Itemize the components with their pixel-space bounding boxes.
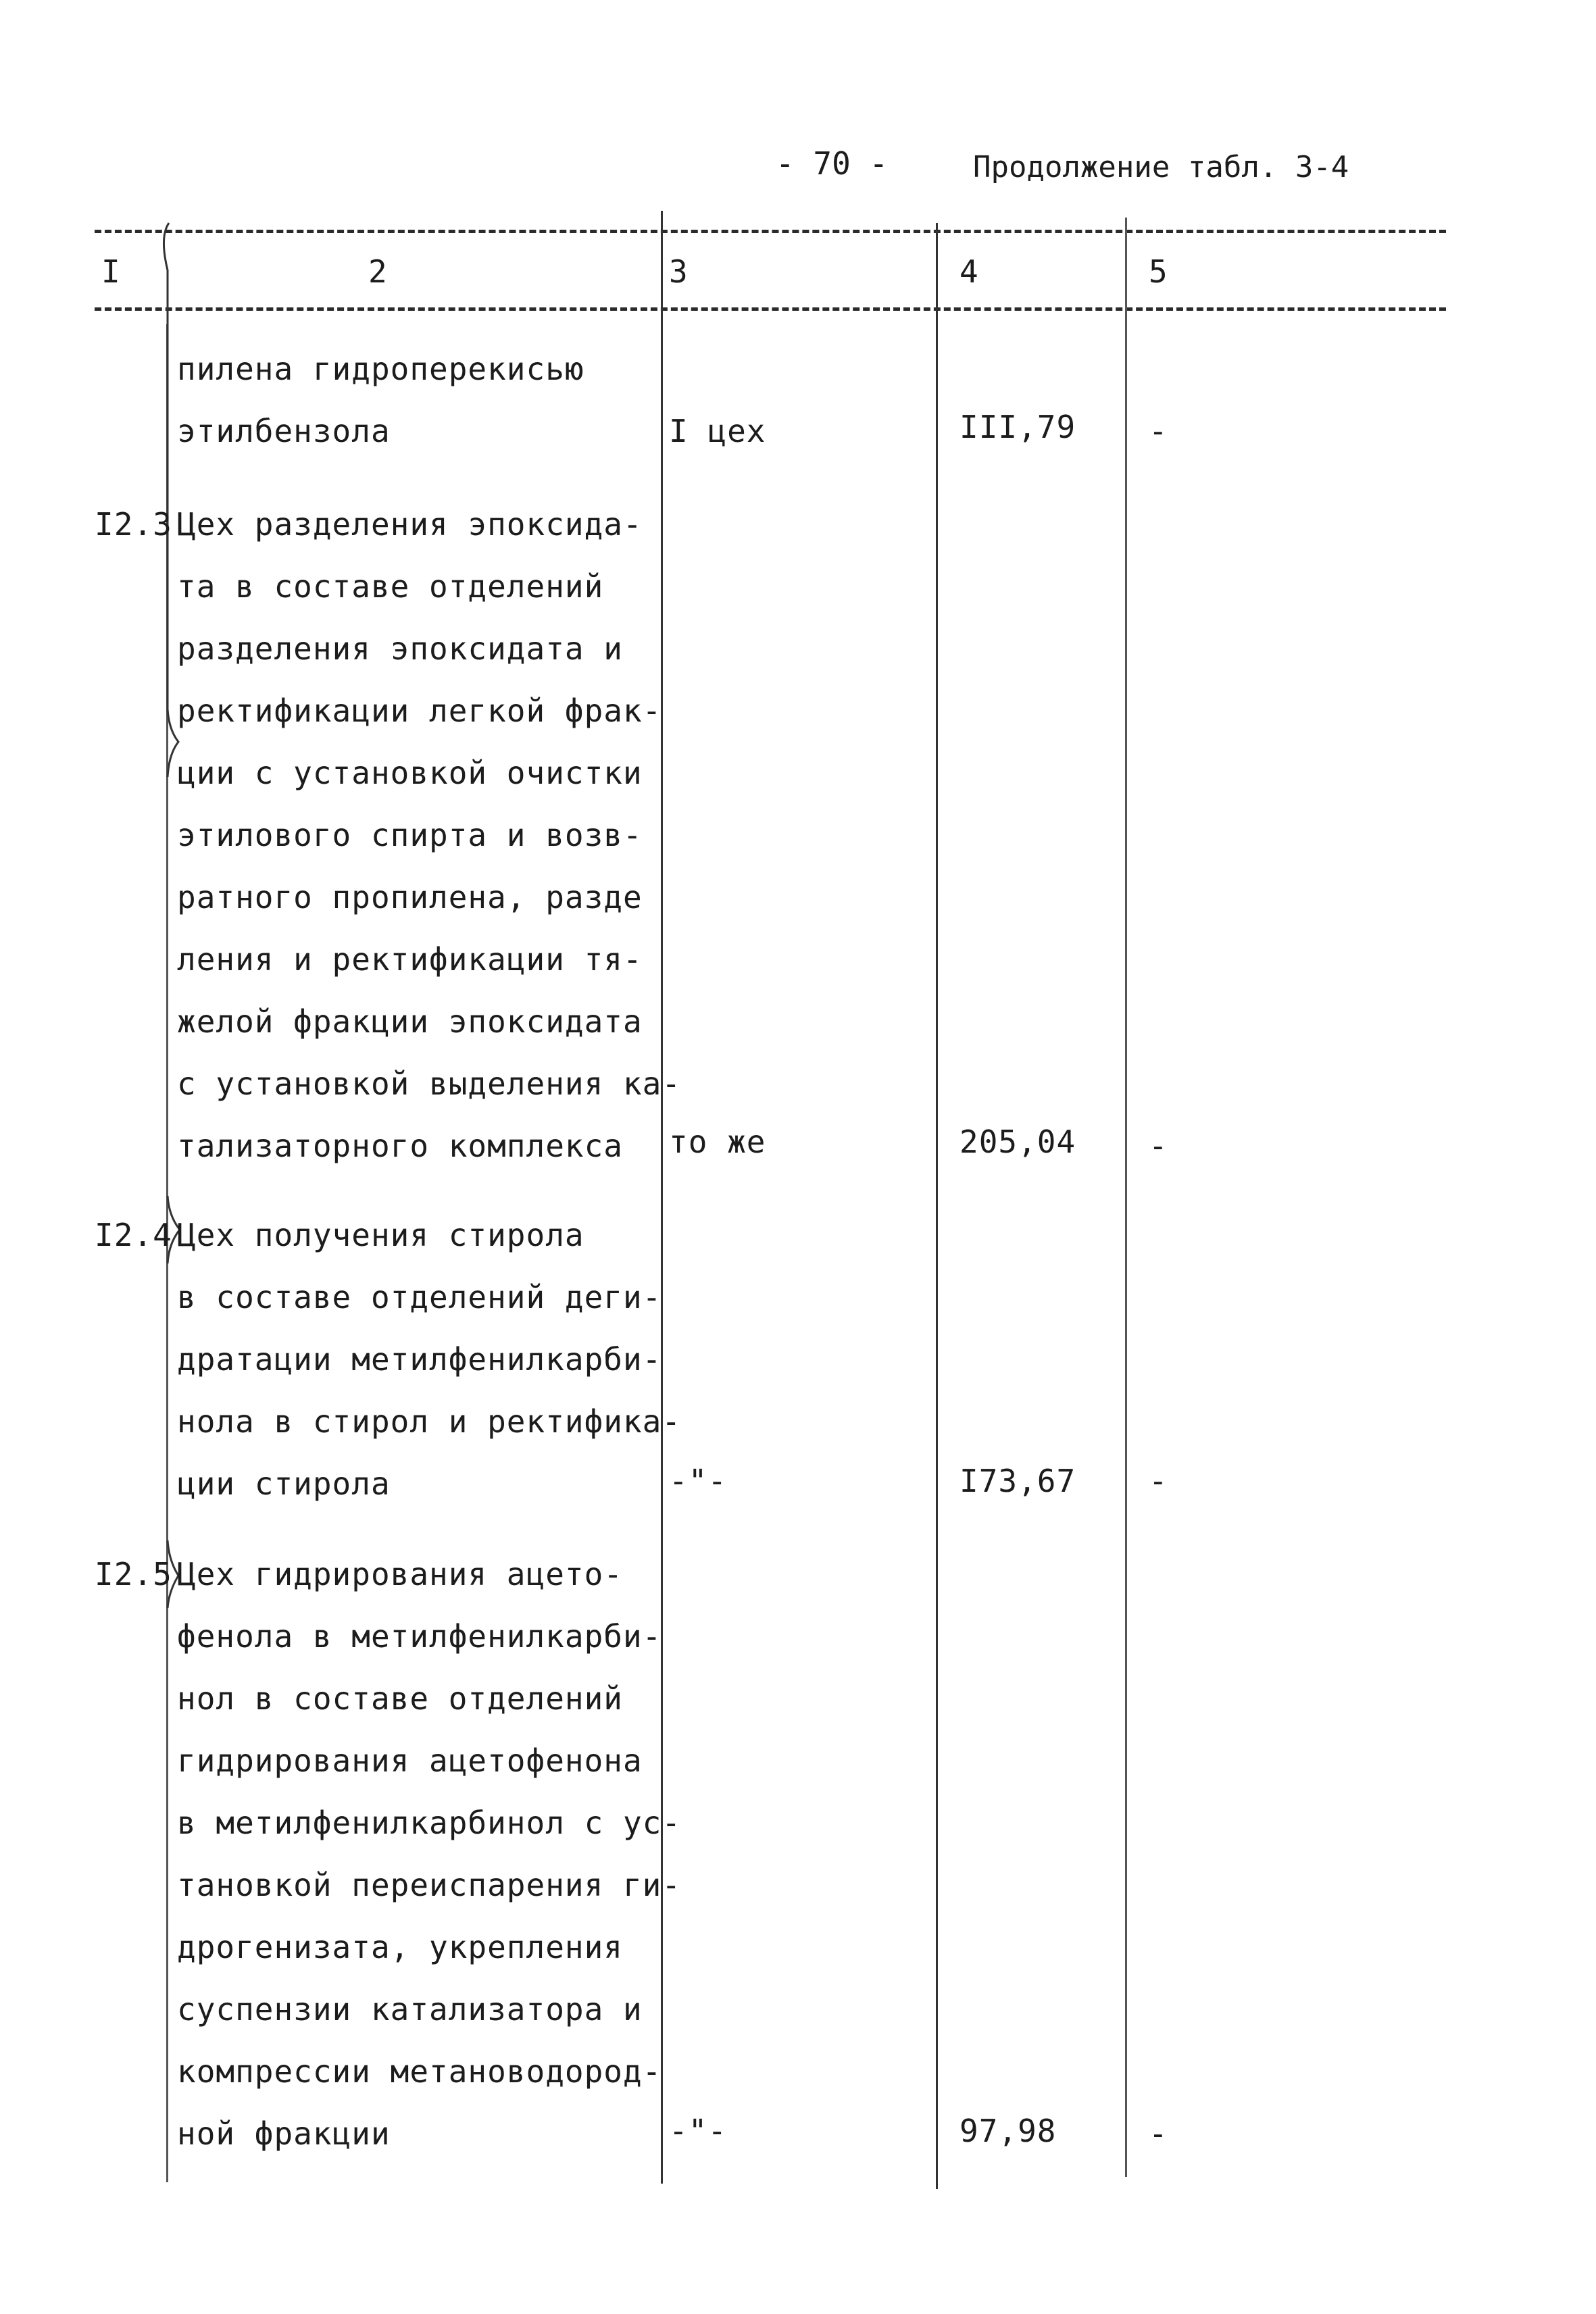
row-text-line: ции с установкой очистки (177, 755, 643, 791)
table-top-rule (95, 230, 1446, 233)
row-col5-value: - (1149, 2115, 1168, 2152)
row-text-line: ции стирола (177, 1465, 391, 1502)
column-header-1: I (101, 253, 120, 290)
row-number: I2.3 (95, 506, 172, 543)
column-header-4: 4 (959, 253, 978, 290)
row-text-line: тализаторного комплекса (177, 1128, 623, 1164)
row-number: I2.4 (95, 1217, 172, 1253)
row-text-line: нол в составе отделений (177, 1680, 623, 1717)
column-divider-4-5 (1125, 218, 1127, 2177)
row-text-line: этилбензола (177, 413, 391, 449)
column-header-2: 2 (368, 253, 387, 290)
table-continuation-title: Продолжение табл. 3-4 (973, 150, 1349, 184)
row-text-line: с установкой выделения ка- (177, 1065, 682, 1102)
column-header-5: 5 (1149, 253, 1168, 290)
row-col3-value: I цех (669, 413, 766, 449)
row-text-line: ной фракции (177, 2115, 391, 2152)
row-text-line: компрессии метановодород- (177, 2053, 662, 2090)
row-text-line: тановкой переиспарения ги- (177, 1867, 682, 1903)
row-text-line: суспензии катализатора и (177, 1991, 643, 2028)
row-col3-value: -"- (669, 1463, 728, 1499)
row-col5-value: - (1149, 1128, 1168, 1164)
row-number: I2.5 (95, 1556, 172, 1592)
row-text-line: этилового спирта и возв- (177, 817, 643, 853)
row-text-line: гидрирования ацетофенона (177, 1742, 643, 1779)
row-text-line: фенола в метилфенилкарби- (177, 1618, 662, 1655)
row-col4-value: 205,04 (959, 1124, 1076, 1160)
row-text-line: дратации метилфенилкарби- (177, 1341, 662, 1378)
row-text-line: разделения эпоксидата и (177, 630, 623, 667)
row-col5-value: - (1149, 1463, 1168, 1499)
row-text-line: та в составе отделений (177, 568, 604, 605)
row-col5-value: - (1149, 413, 1168, 449)
row-text-line: Цех гидрирования ацето- (177, 1556, 623, 1592)
row-text-line: ления и ректификации тя- (177, 941, 643, 978)
row-text-line: пилена гидроперекисью (177, 351, 584, 387)
row-text-line: ратного пропилена, разде (177, 879, 643, 915)
row-text-line: в метилфенилкарбинол с ус- (177, 1805, 682, 1841)
row-text-line: нола в стирол и ректифика- (177, 1403, 682, 1440)
row-text-line: Цех разделения эпоксида- (177, 506, 643, 543)
row-text-line: в составе отделений деги- (177, 1279, 662, 1315)
row-text-line: дрогенизата, укрепления (177, 1929, 623, 1965)
row-col4-value: I73,67 (959, 1463, 1076, 1499)
row-col4-value: III,79 (959, 409, 1076, 445)
row-col3-value: -"- (669, 2113, 728, 2149)
column-divider-3-4 (936, 223, 938, 2189)
row-text-line: Цех получения стирола (177, 1217, 584, 1253)
table-header-bottom-rule (95, 307, 1446, 311)
row-col4-value: 97,98 (959, 2113, 1057, 2149)
row-text-line: желой фракции эпоксидата (177, 1003, 643, 1040)
page-number: - 70 - (776, 145, 889, 182)
row-col3-value: то же (669, 1124, 766, 1160)
column-header-3: 3 (669, 253, 688, 290)
row-text-line: ректификации легкой фрак- (177, 693, 662, 729)
